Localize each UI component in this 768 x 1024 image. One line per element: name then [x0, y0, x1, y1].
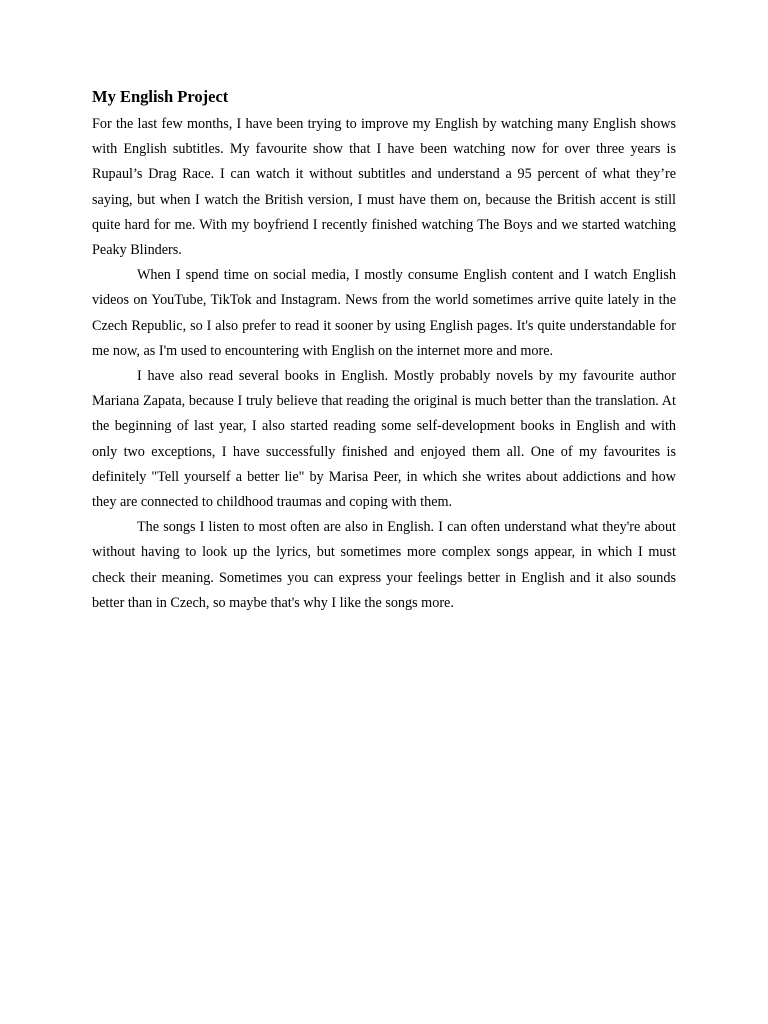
paragraph-1: For the last few months, I have been trying to improve my English by watching many English shows with English subtitles. My favourite show that I have been watching now for over three years is Rupaul’s Drag Race. I can watch it without subtitles and understand a 95 percent of what they’re saying, but when I watch the British version, I must have them on, because the British accent is still quite hard for me. With my boyfriend I recently finished watching The Boys and we started watching Peaky Blinders.: [92, 116, 676, 259]
document-body: [92, 86, 676, 616]
paragraph-3: I have also read several books in English. Mostly probably novels by my favourite author Mariana Zapata, because I truly believe that reading the original is much better than the translation. At the beginning of last year, I also started reading some self-development books in English and with only two exceptions, I have successfully finished and enjoyed them all. One of my favourites is definitely "Tell yourself a better lie" by Marisa Peer, in which she writes about addictions and how they are connected to childhood traumas and coping with them.: [92, 368, 676, 511]
document-title: My English Project: [92, 87, 229, 106]
paragraph-4: The songs I listen to most often are also in English. I can often understand what they're about without having to look up the lyrics, but sometimes more complex songs appear, in which I must check their meaning. Sometimes you can express your feelings better in English and it also sounds better than in Czech, so maybe that's why I like the songs more.: [92, 519, 676, 611]
paragraph-2: When I spend time on social media, I mostly consume English content and I watch English videos on YouTube, TikTok and Instagram. News from the world sometimes arrive quite lately in the Czech Republic, so I also prefer to read it sooner by using English pages. It's quite understandable for me now, as I'm used to encountering with English on the internet more and more.: [92, 267, 676, 359]
